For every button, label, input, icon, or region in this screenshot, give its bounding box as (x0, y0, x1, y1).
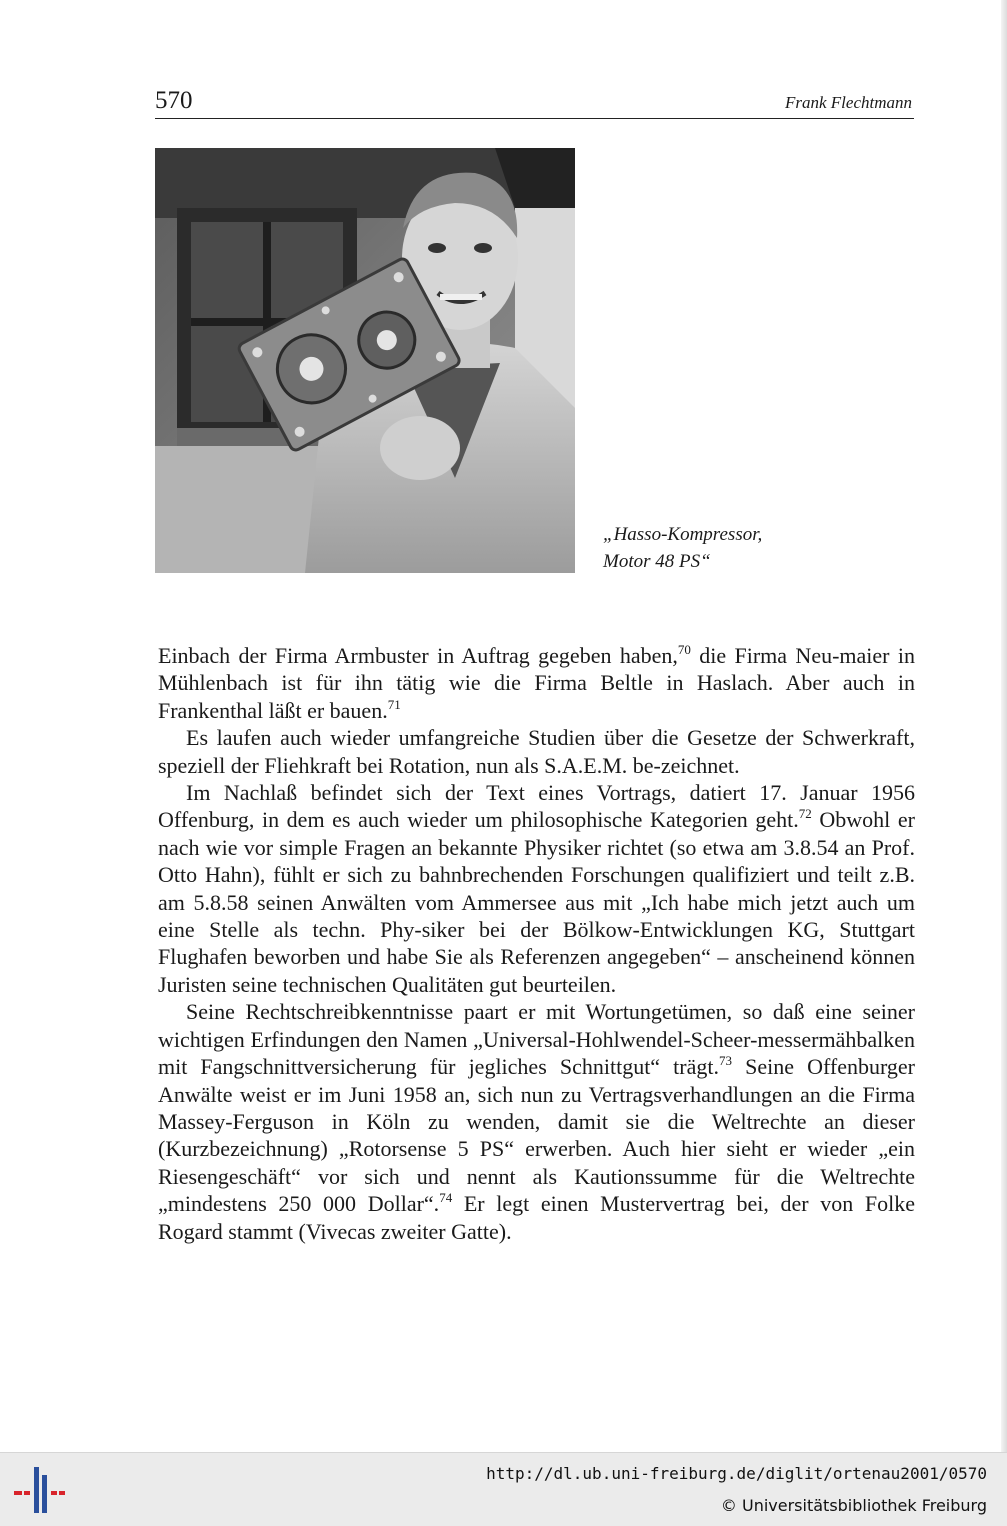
copyright-notice: © Universitätsbibliothek Freiburg (720, 1496, 987, 1515)
logo-bar (42, 1475, 47, 1513)
logo-dash (51, 1491, 57, 1495)
portrait-photo (155, 148, 575, 573)
footnote-ref: 70 (677, 642, 691, 657)
text-run: Er legt einen Mustervertrag bei, der von Folke Rogard stammt (Vivecas zweiter Gatte). (158, 1191, 915, 1244)
page-edge (1001, 0, 1007, 1452)
library-logo-icon[interactable] (12, 1463, 66, 1517)
text-run: Einbach der Firma Armbuster in Auftrag gegeben haben, (158, 643, 678, 668)
viewer-footer (0, 1452, 1007, 1526)
paragraph (158, 724, 915, 779)
paragraph (158, 642, 915, 724)
footnote-ref: 71 (387, 696, 401, 712)
figure-caption (603, 521, 903, 575)
photo-illustration (155, 148, 575, 573)
caption-line: Motor 48 PS“ (603, 551, 711, 572)
permalink-url[interactable]: http://dl.ub.uni-freiburg.de/diglit/ortenau2001/0570 (486, 1464, 987, 1483)
footnote-ref: 74 (439, 1190, 453, 1206)
caption-line: „Hasso-Kompressor, (603, 524, 763, 545)
text-run: Es laufen auch wieder umfangreiche Studien über die Gesetze der Schwerkraft, speziell der Fliehkraft bei Rotation, nun als S.A.E.M. be-zeichnet. (158, 725, 915, 778)
text-run: Im Nachlaß befindet sich der Text eines Vortrags, datiert 17. Januar 1956 Offenburg, in dem es auch wieder um philosophische Kategorien geht. (158, 780, 915, 833)
logo-bar (34, 1467, 39, 1513)
logo-dash (24, 1491, 30, 1495)
paragraph (158, 779, 915, 998)
text-run: die Firma Neu-maier in Mühlenbach ist für ihn tätig wie die Firma Beltle in Haslach. Aber auch in Frankenthal läßt er bauen. (158, 643, 915, 723)
text-run: Seine Offenburger Anwälte weist er im Juni 1958 an, sich nun zu Vertragsverhandlungen an die Firma Massey-Ferguson in Köln zu wenden, damit sie die Weltrechte an dieser (Kurzbezeichnung) „Rotorsense 5 PS“ erwerben. Auch hier sieht er wieder „ein Riesengeschäft“ vor sich und nennt als Kautionssumme für die Weltrechte „mindestens 250 000 Dollar“. (158, 1054, 916, 1217)
footnote-ref: 72 (798, 806, 812, 822)
footnote-ref: 73 (719, 1053, 732, 1069)
logo-dash (14, 1491, 22, 1495)
paragraph (158, 998, 915, 1245)
body-text (158, 642, 915, 1245)
page-header (155, 86, 914, 119)
running-head-author: Frank Flechtmann (785, 93, 912, 112)
logo-dash (59, 1491, 65, 1495)
text-run: Seine Rechtschreibkenntnisse paart er mit Wortungetümen, so daß eine seiner wichtigen Erfindungen den Namen „Universal-Hohlwendel-Scheer-messermähbalken mit Fangschnittversicherung für jegliches Schnittgut“ trägt. (158, 999, 915, 1080)
text-run: Obwohl er nach wie vor simple Fragen an bekannte Physiker richtet (so etwa am 3.8.54 an Prof. Otto Hahn), fühlt er sich zu bahnbrechenden Forschungen qualifiziert und teilt z.B. am 5.8.58 seinen Anwälten vom Ammersee aus mit „Ich habe mich jetzt auch um eine Stelle als techn. Phy-siker bei der Bölkow-Entwicklungen KG, Stuttgart Flughafen beworben und habe Sie als Referenzen angegeben“ – anscheinend können Juristen seine technischen Qualitäten gut beurteilen. (158, 807, 916, 997)
page-number: 570 (155, 87, 193, 114)
